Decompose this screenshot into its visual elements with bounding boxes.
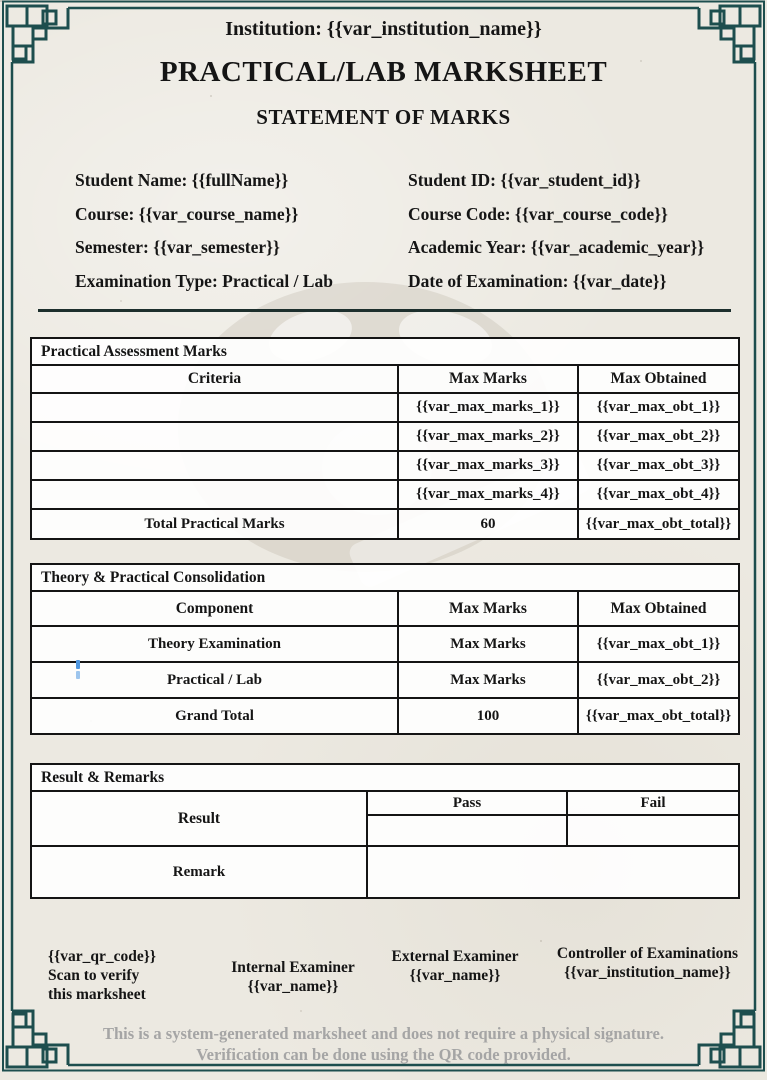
text-cursor-artifact [76,660,80,669]
total-label-cell: Total Practical Marks [31,509,398,539]
criteria-cell [31,451,398,480]
max-marks-cell: Max Marks [398,626,578,662]
practical-total-row [31,509,739,539]
result-label-cell: Result [31,791,367,846]
academic-year-line: Academic Year: {{var_academic_year}} [408,237,705,257]
paper-speckles [0,0,2,2]
practical-row-4 [31,480,739,509]
semester-line: Semester: {{var_semester}} [75,237,280,257]
page-subtitle: STATEMENT OF MARKS [256,105,511,129]
criteria-cell [31,480,398,509]
student-info-left-column [75,169,333,303]
fail-header-cell: Fail [567,791,739,815]
pass-header-cell: Pass [367,791,567,815]
course-code-line: Course Code: {{var_course_code}} [408,203,668,224]
max-marks-cell: {{var_max_marks_4}} [398,480,578,509]
section-divider [38,309,731,312]
qr-code-placeholder: {{var_qr_code}} [48,948,156,965]
max-marks-cell: 100 [398,698,578,734]
max-marks-cell: {{var_max_marks_1}} [398,393,578,422]
remark-value-cell [367,846,739,898]
consolidation-row-theory [31,626,739,662]
practical-row-2 [31,422,739,451]
component-cell: Practical / Lab [31,662,398,698]
max-obtained-cell: {{var_max_obt_1}} [578,626,739,662]
total-max-marks-cell: 60 [398,509,578,539]
consolidation-header-max-marks: Max Marks [398,591,578,626]
internal-examiner-title: Internal Examiner [231,959,355,976]
practical-section-title: Practical Assessment Marks [31,338,739,365]
practical-header-criteria: Criteria [31,365,398,393]
criteria-cell [31,422,398,451]
result-remarks-table [30,763,740,899]
text-cursor-artifact [76,671,80,679]
component-cell: Theory Examination [31,626,398,662]
component-cell: Grand Total [31,698,398,734]
external-examiner-title: External Examiner [391,948,519,965]
practical-header-max-obtained: Max Obtained [578,365,739,393]
qr-caption-line: Scan to verify [48,967,140,984]
max-obtained-cell: {{var_max_obt_3}} [578,451,739,480]
student-id-line: Student ID: {{var_student_id}} [408,170,641,190]
qr-verification-block [48,947,156,1004]
external-examiner-name: {{var_name}} [409,967,501,984]
result-section-title: Result & Remarks [31,764,739,791]
qr-caption-line: this marksheet [48,986,146,1003]
student-info-right-column [408,169,704,303]
max-obtained-cell: {{var_max_obt_total}} [578,698,739,734]
controller-title: Controller of Examinations [556,945,739,962]
max-marks-cell: {{var_max_marks_3}} [398,451,578,480]
course-line: Course: {{var_course_name}} [75,203,299,224]
consolidation-row-grand-total [31,698,739,734]
disclaimer-line-2: Verification can be done using the QR code provided. [196,1044,571,1064]
internal-examiner-block [208,958,378,996]
consolidation-section-title: Theory & Practical Consolidation [31,564,739,591]
practical-header-max-marks: Max Marks [398,365,578,393]
external-examiner-block [370,947,540,985]
remark-label-cell: Remark [31,846,367,898]
max-obtained-cell: {{var_max_obt_2}} [578,422,739,451]
practical-row-3 [31,451,739,480]
institution-line: Institution: {{var_institution_name}} [225,18,542,40]
consolidation-header-max-obtained: Max Obtained [578,591,739,626]
disclaimer-line-1: This is a system-generated marksheet and does not require a physical signature. [102,1024,665,1043]
max-obtained-cell: {{var_max_obt_2}} [578,662,739,698]
total-max-obtained-cell: {{var_max_obt_total}} [578,509,739,539]
examination-type-line: Examination Type: Practical / Lab [75,270,333,291]
system-generated-disclaimer [0,1024,767,1065]
student-name-line: Student Name: {{fullName}} [75,170,289,190]
max-marks-cell: Max Marks [398,662,578,698]
fail-value-cell [567,815,739,846]
internal-examiner-name: {{var_name}} [247,978,339,995]
max-obtained-cell: {{var_max_obt_4}} [578,480,739,509]
max-obtained-cell: {{var_max_obt_1}} [578,393,739,422]
consolidation-row-practical [31,662,739,698]
examination-date-line: Date of Examination: {{var_date}} [408,270,667,291]
consolidation-table [30,563,740,735]
practical-assessment-table [30,337,740,540]
controller-institution: {{var_institution_name}} [564,964,731,981]
max-marks-cell: {{var_max_marks_2}} [398,422,578,451]
criteria-cell [31,393,398,422]
page-title: PRACTICAL/LAB MARKSHEET [159,56,608,88]
pass-value-cell [367,815,567,846]
consolidation-header-component: Component [31,591,398,626]
practical-row-1 [31,393,739,422]
controller-block [535,944,760,982]
